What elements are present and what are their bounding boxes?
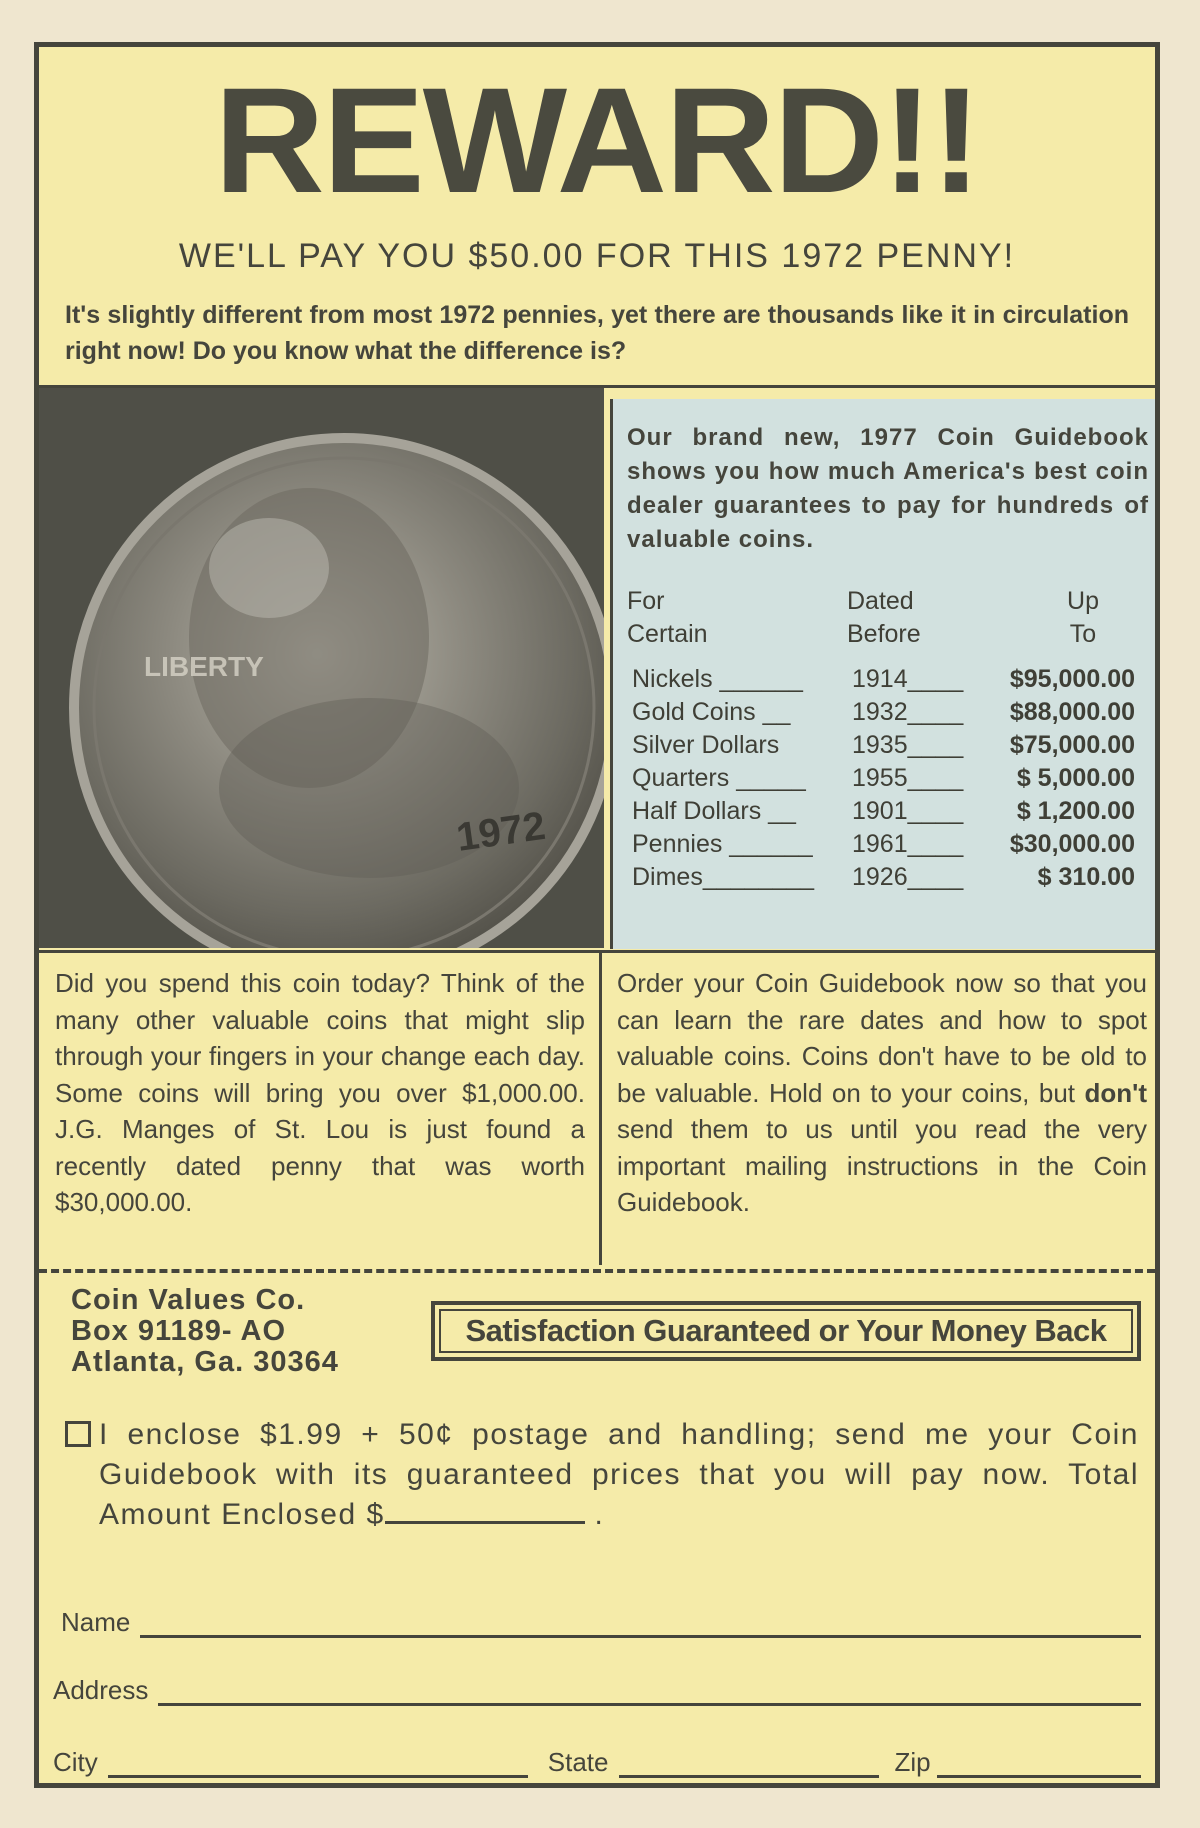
table-row: Silver Dollars 1935____ $75,000.00 xyxy=(632,731,1135,759)
header-up-to: Up To xyxy=(1067,587,1099,648)
address-field[interactable] xyxy=(53,1675,1141,1706)
order-text: I enclose $1.99 + 50¢ postage and handling; send me your Coin Guidebook with its guaranteed prices that you will pay now. Total Amount Enclosed $ . xyxy=(99,1418,1139,1531)
right-column-text: Order your Coin Guidebook now so that you can learn the rare dates and how to spot valuable coins. Coins don't have to be old to be valuable. Hold on to your coins, but don't send them to us until you read the very important mailing instructions in the Coin Guidebook. xyxy=(617,968,1147,1217)
state-line[interactable] xyxy=(619,1767,879,1778)
company-city: Atlanta, Ga. 30364 xyxy=(71,1346,339,1378)
zip-line[interactable] xyxy=(937,1767,1141,1778)
coin-year: 1972 xyxy=(453,803,548,860)
intro-text: It's slightly different from most 1972 pennies, yet there are thousands like it in circulation right now! Do you know what the difference is? xyxy=(65,301,1129,365)
name-label: Name xyxy=(61,1607,131,1637)
table-row: Gold Coins __ 1932____ $88,000.00 xyxy=(632,698,1135,726)
coin-photo xyxy=(39,388,604,948)
name-line[interactable] xyxy=(140,1627,1141,1638)
subheadline: WE'LL PAY YOU $50.00 FOR THIS 1972 PENNY! xyxy=(178,237,1016,275)
penny-image xyxy=(39,388,604,948)
state-label: State xyxy=(547,1747,609,1777)
order-checkbox[interactable] xyxy=(65,1421,91,1447)
guidebook-intro: Our brand new, 1977 Coin Guidebook shows you how much America's best coin dealer guarantees to pay for hundreds of valuable coins. xyxy=(627,424,1149,553)
company-address xyxy=(71,1285,339,1378)
address-label: Address xyxy=(53,1675,149,1705)
guidebook-panel xyxy=(610,399,1160,949)
table-row: Nickels ______ 1914____ $95,000.00 xyxy=(632,665,1135,693)
liberty-text: LIBERTY xyxy=(144,651,264,682)
company-name: Coin Values Co. xyxy=(71,1284,306,1316)
company-box: Box 91189- AO xyxy=(71,1315,287,1347)
zip-label: Zip xyxy=(894,1747,931,1777)
city-line[interactable] xyxy=(108,1767,528,1778)
table-row: Pennies ______ 1961____ $30,000.00 xyxy=(632,830,1135,858)
advertisement xyxy=(34,42,1160,1788)
coin-value-table xyxy=(627,665,1149,896)
divider xyxy=(39,950,1155,953)
headline: REWARD!! xyxy=(214,56,980,224)
header-for-certain: For Certain xyxy=(627,587,708,648)
amount-field[interactable] xyxy=(385,1495,585,1524)
header-dated-before: Dated Before xyxy=(847,587,921,648)
table-header xyxy=(627,585,1149,651)
name-field[interactable] xyxy=(61,1607,1141,1638)
city-state-zip-fields xyxy=(53,1747,1141,1778)
guarantee-badge: Satisfaction Guaranteed or Your Money Back xyxy=(431,1301,1141,1361)
address-line[interactable] xyxy=(158,1695,1141,1706)
table-row: Dimes________ 1926____ $ 310.00 xyxy=(632,863,1135,891)
table-row: Quarters _____ 1955____ $ 5,000.00 xyxy=(632,764,1135,792)
left-column-text: Did you spend this coin today? Think of the many other valuable coins that might slip through your fingers in your change each day. Some coins will bring you over $1,000.00. J.G. Manges of St. Lou is just found a recently dated penny that was worth $30,000.00. xyxy=(55,968,585,1217)
city-label: City xyxy=(53,1747,98,1777)
cut-line xyxy=(39,1269,1155,1273)
table-row: Half Dollars __ 1901____ $ 1,200.00 xyxy=(632,797,1135,825)
column-divider xyxy=(599,950,602,1265)
